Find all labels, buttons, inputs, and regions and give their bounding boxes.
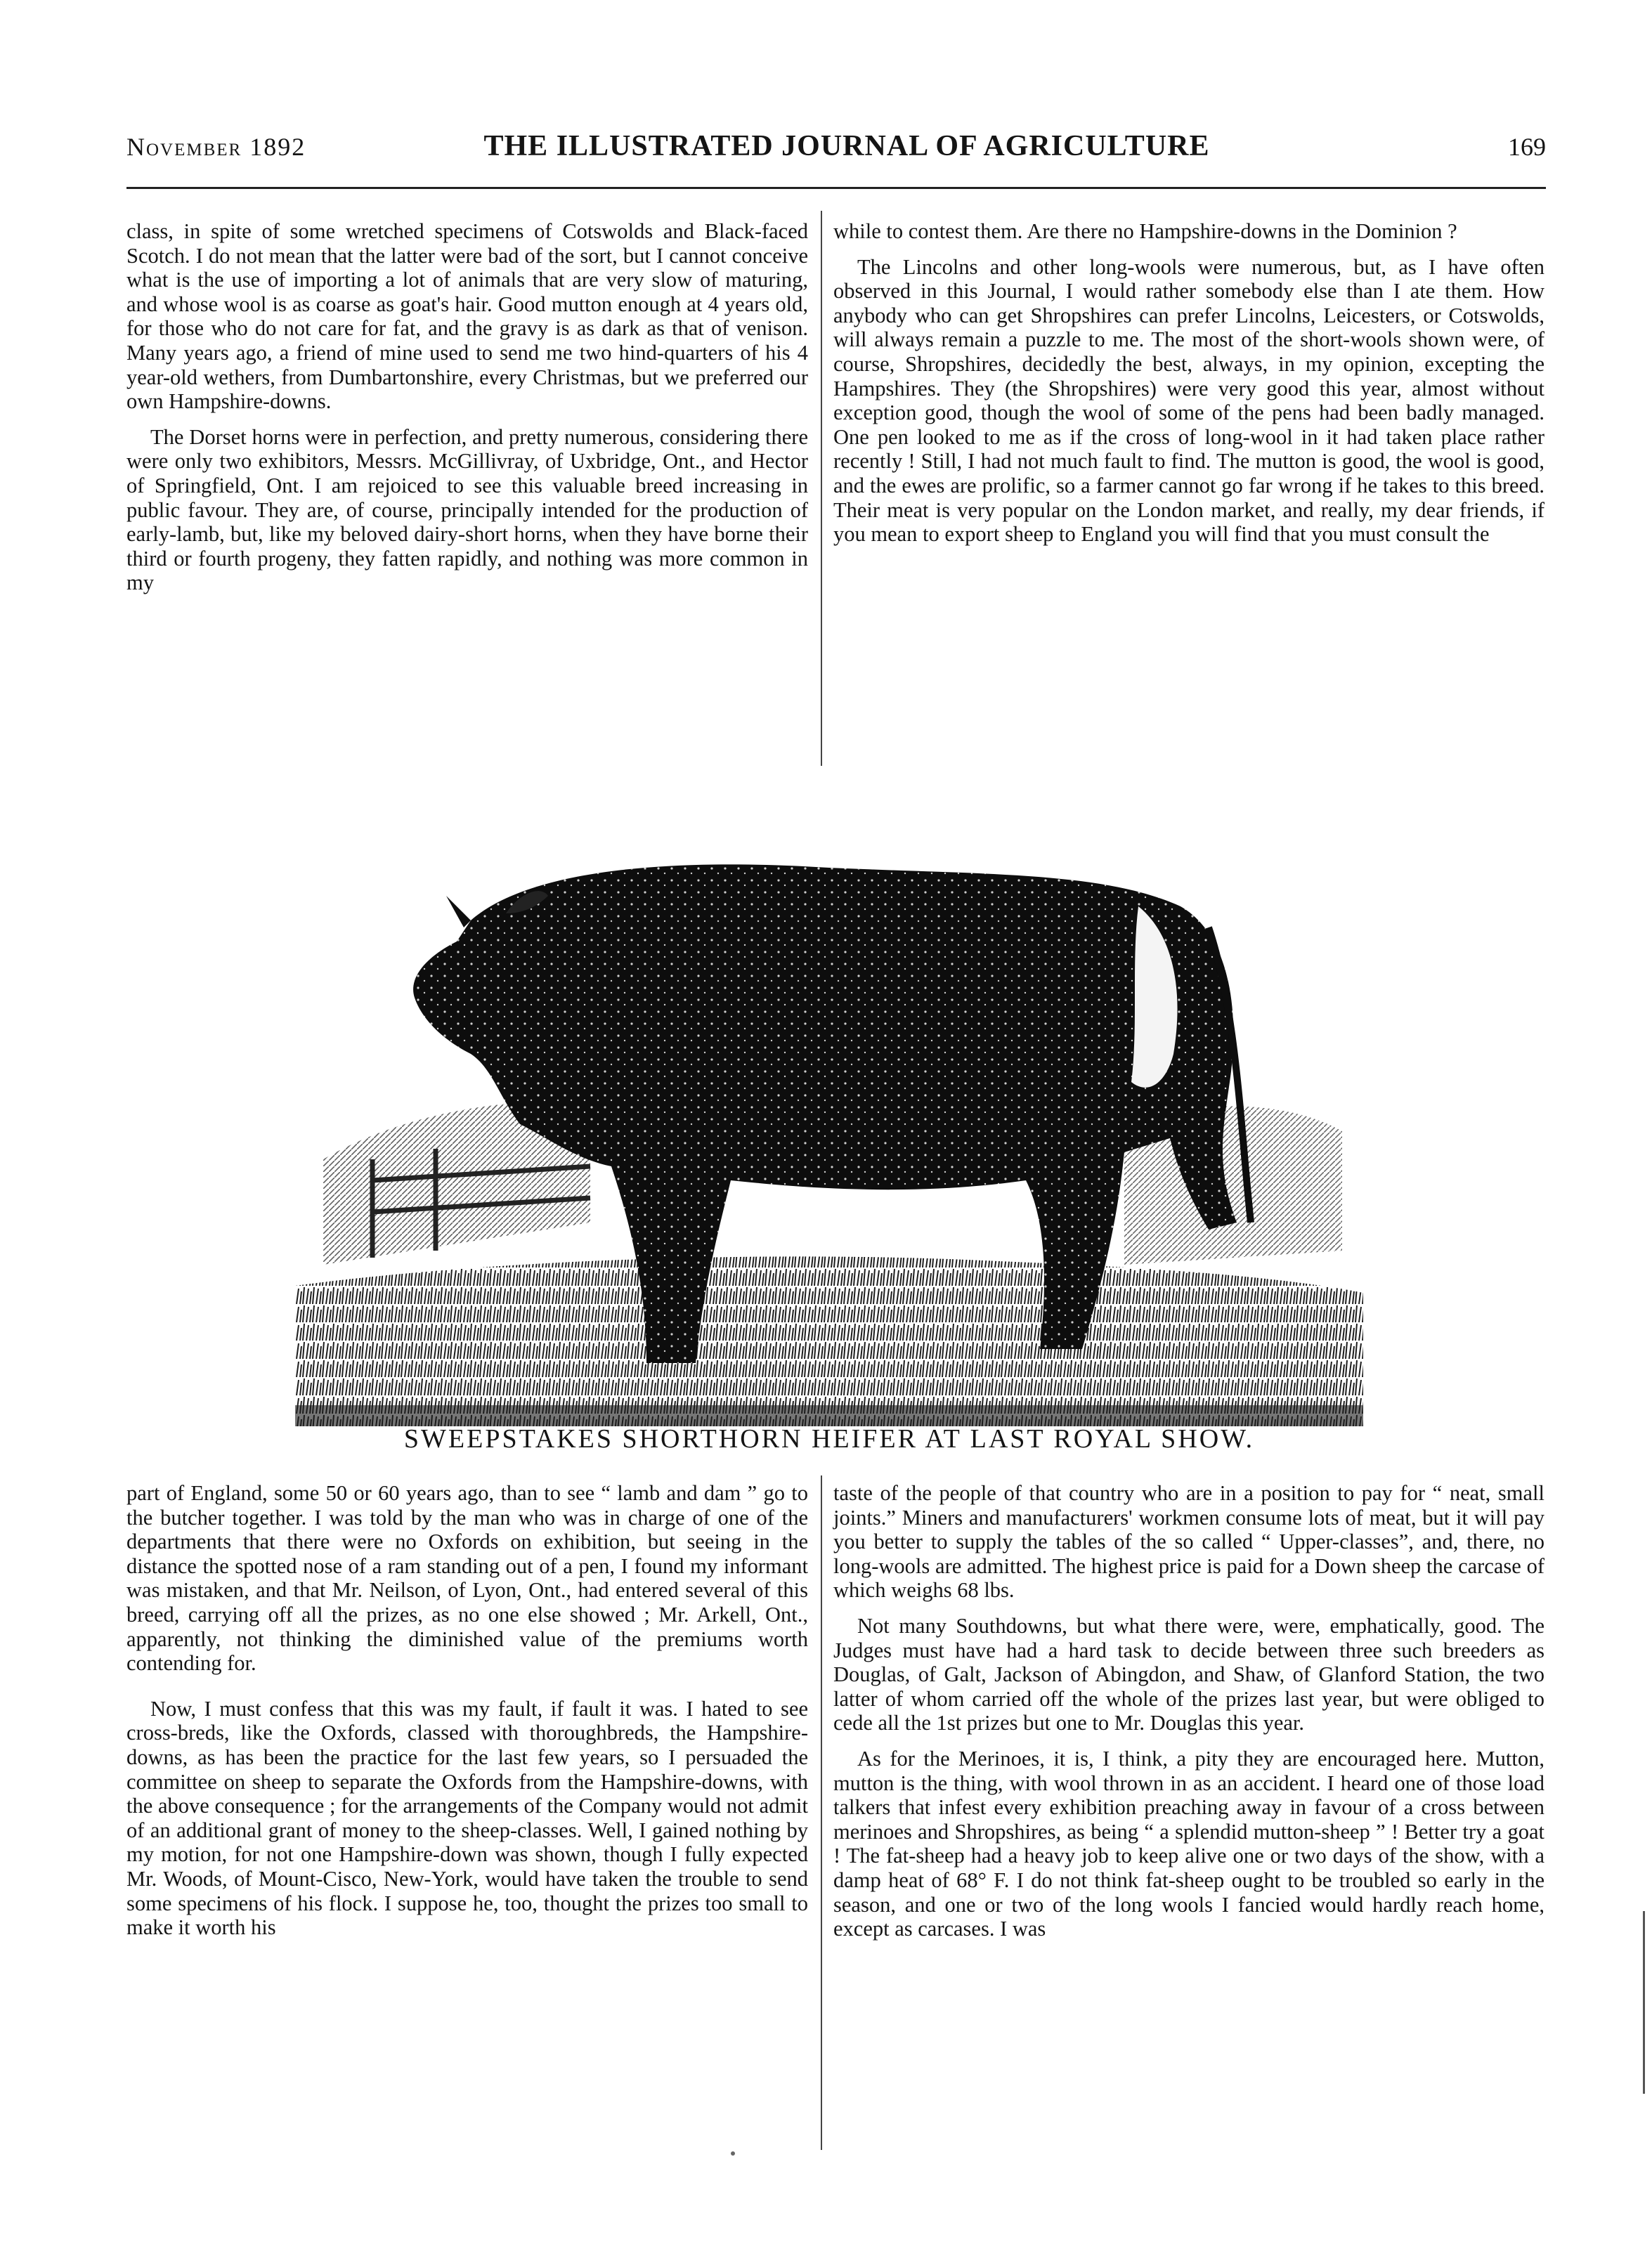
paragraph: As for the Merinoes, it is, I think, a pity they are encouraged here. Mutton, mutton is the thing, with wool thrown in as an accident. I heard one of those load talkers that infest every exhibition preaching away in favour of a cross between merinoes and Shropshires, as being “ a splendid mutton-sheep ” ! Better try a goat ! The fat-sheep had a heavy job to keep alive one or two days of the show, with a damp heat of 68° F. I do not think fat-sheep ought to be troubled so early in the season, and one or two of the long wools I fancied would hardly reach home, except as carcases. I was <box>833 1746 1544 1941</box>
column-top-right <box>833 219 1544 558</box>
paragraph: The Dorset horns were in perfection, and pretty numerous, considering there were only two exhibitors, Messrs. McGillivray, of Uxbridge, Ont., and Hector of Springfield, Ont. I am rejoiced to see this valuable breed increasing in public favour. They are, of course, principally intended for the production of early-lamb, but, like my beloved dairy-short horns, when they have borne their third or fourth progeny, they fatten rapidly, and nothing was more common in my <box>126 424 808 595</box>
paragraph: while to contest them. Are there no Hampshire-downs in the Dominion ? <box>833 219 1457 243</box>
column-divider <box>821 211 822 766</box>
header-date: November 1892 <box>126 133 306 161</box>
column-divider <box>821 1475 822 2150</box>
scan-edge-mark <box>1643 1911 1645 2094</box>
figure-caption: SWEEPSTAKES SHORTHORN HEIFER AT LAST ROYAL SHOW. <box>403 1424 1255 1454</box>
header-rule <box>126 187 1546 189</box>
running-head <box>126 132 1546 174</box>
heifer-engraving <box>295 829 1363 1426</box>
column-bottom-left <box>126 1481 808 1951</box>
heifer-illustration <box>295 829 1363 1426</box>
paragraph: Now, I must confess that this was my fault, if fault it was. I hated to see cross-breds, like the Oxfords, classed with thoroughbreds, the Hampshire-downs, as has been the practice for the last few years, so I persuaded the committee on sheep to separate the Oxfords from the Hampshire-downs, with the above consequence ; for the arrangements of the Company would not admit of an additional grant of money to the sheep-classes. Well, I gained nothing by my motion, for not one Hampshire-down was shown, though I fully expected Mr. Woods, of Mount-Cisco, New-York, would have taken the trouble to send some specimens of his flock. I suppose he, too, thought the prizes too small to make it worth his <box>126 1696 808 1940</box>
paragraph: Not many Southdowns, but what there were, were, emphatically, good. The Judges must have had a hard task to decide between three such breeders as Douglas, of Galt, Jackson of Abingdon, and Shaw, of Glanford Station, the two latter of whom carried off the whole of the prizes last year, but were obliged to cede all the 1st prizes but one to Mr. Douglas this year. <box>833 1613 1544 1735</box>
ink-smudge <box>731 2151 735 2156</box>
paragraph: taste of the people of that country who are in a position to pay for “ neat, small joints.” Miners and manufacturers' workmen consume lots of meat, but it will pay you better to supply the tables of the so called “ Upper-classes”, and, there, no long-wools are admitted. The highest price is paid for a Down sheep the carcase of which weighs 68 lbs. <box>833 1481 1544 1603</box>
column-top-left <box>126 219 808 606</box>
paragraph: The Lincolns and other long-wools were numerous, but, as I have often observed in this Journal, I would rather somebody else than I ate them. How anybody who can get Shropshires can prefer Lincolns, Leicesters, or Cotswolds, will always remain a puzzle to me. The most of the short-wools shown were, of course, Shropshires, decidedly the best, always, in my opinion, excepting the Hampshires. They (the Shropshires) were very good this year, almost without exception good, though the wool of some of the pens had been badly managed. One pen looked to me as if the cross of long-wool in it had taken place rather recently ! Still, I had not much fault to find. The mutton is good, the wool is good, and the ewes are prolific, so a farmer cannot go far wrong if he takes to this breed. Their meat is very popular on the London market, and really, my dear friends, if you mean to export sheep to England you will find that you must consult the <box>833 254 1544 547</box>
page-number: 169 <box>1508 133 1546 161</box>
column-bottom-right <box>833 1481 1544 1953</box>
paragraph: part of England, some 50 or 60 years ago, than to see “ lamb and dam ” go to the butcher together. I was told by the man who was in charge of one of the departments that there were no Oxfords on exhibition, but seeing in the distance the spotted nose of a ram standing out of a pen, I found my informant was mistaken, and that Mr. Neilson, of Lyon, Ont., had entered several of this breed, carrying off all the prizes, as no one else showed ; Mr. Arkell, Ont., apparently, not thinking the diminished value of the premiums worth contending for. <box>126 1481 808 1676</box>
paragraph: class, in spite of some wretched specimens of Cotswolds and Black-faced Scotch. I do not mean that the latter were bad of the sort, but I cannot conceive what is the use of importing a lot of animals that are very slow of maturing, and whose wool is as coarse as goat's hair. Good mutton enough at 4 years old, for those who do not care for fat, and the gravy is as dark as that of venison. Many years ago, a friend of mine used to send me two hind-quarters of his 4 year-old wethers, from Dumbartonshire, every Christmas, but we preferred our own Hampshire-downs. <box>126 219 808 414</box>
journal-title: THE ILLUSTRATED JOURNAL OF AGRICULTURE <box>483 130 1210 162</box>
